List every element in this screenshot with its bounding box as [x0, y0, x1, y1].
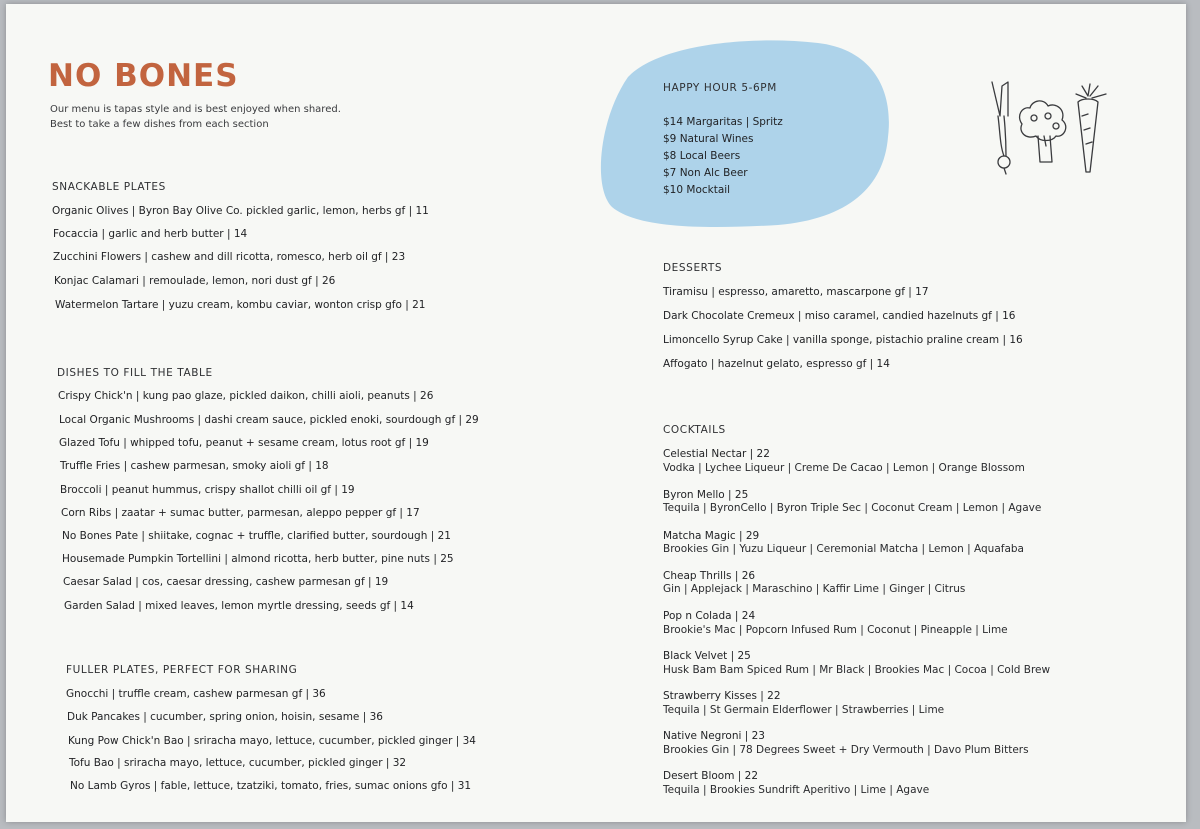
cocktail-ingredients: Husk Bam Bam Spiced Rum | Mr Black | Brookies Mac | Cocoa | Cold Brew [663, 664, 1051, 676]
cocktail-name: Byron Mello | 25 [663, 489, 749, 501]
happy-hour-line: $10 Mocktail [663, 184, 731, 196]
cocktail-name: Black Velvet | 25 [663, 650, 751, 662]
broccoli-icon [1020, 101, 1066, 162]
menu-item: Konjac Calamari | remoulade, lemon, nori dust gf | 26 [54, 275, 336, 287]
vegetables-illustration [978, 76, 1118, 176]
menu-item: Dark Chocolate Cremeux | miso caramel, candied hazelnuts gf | 16 [663, 310, 1016, 322]
cocktail-ingredients: Tequila | ByronCello | Byron Triple Sec | Coconut Cream | Lemon | Agave [663, 502, 1042, 514]
menu-item: No Bones Pate | shiitake, cognac + truffle, clarified butter, sourdough | 21 [62, 530, 451, 542]
menu-item: Focaccia | garlic and herb butter | 14 [53, 228, 248, 240]
menu-item: Watermelon Tartare | yuzu cream, kombu caviar, wonton crisp gfo | 21 [55, 299, 426, 311]
cocktail-name: Native Negroni | 23 [663, 730, 765, 742]
restaurant-logo: NO BONES [48, 58, 239, 94]
menu-item: No Lamb Gyros | fable, lettuce, tzatziki, tomato, fries, sumac onions gfo | 31 [70, 780, 472, 792]
menu-item: Truffle Fries | cashew parmesan, smoky aioli gf | 18 [60, 460, 329, 472]
menu-item: Kung Pow Chick'n Bao | sriracha mayo, lettuce, cucumber, pickled ginger | 34 [68, 735, 476, 747]
carrot-icon [1076, 84, 1106, 172]
intro-line: Best to take a few dishes from each section [50, 119, 269, 130]
cocktail-name: Matcha Magic | 29 [663, 530, 760, 542]
cocktail-name: Celestial Nectar | 22 [663, 448, 770, 460]
cocktail-ingredients: Vodka | Lychee Liqueur | Creme De Cacao | Lemon | Orange Blossom [663, 462, 1025, 474]
happy-hour-line: $9 Natural Wines [663, 133, 754, 145]
cocktail-ingredients: Tequila | St Germain Elderflower | Strawberries | Lime [663, 704, 945, 716]
menu-item: Zucchini Flowers | cashew and dill ricotta, romesco, herb oil gf | 23 [53, 251, 406, 263]
happy-hour-line: $14 Margaritas | Spritz [663, 116, 783, 128]
cocktail-ingredients: Tequila | Brookies Sundrift Aperitivo | Lime | Agave [663, 784, 930, 796]
happy-hour-line: $7 Non Alc Beer [663, 167, 748, 179]
menu-item: Duk Pancakes | cucumber, spring onion, hoisin, sesame | 36 [67, 711, 383, 723]
cocktail-name: Desert Bloom | 22 [663, 770, 759, 782]
menu-item: Caesar Salad | cos, caesar dressing, cashew parmesan gf | 19 [63, 576, 389, 588]
cocktail-ingredients: Brookie's Mac | Popcorn Infused Rum | Coconut | Pineapple | Lime [663, 624, 1008, 636]
menu-item: Tofu Bao | sriracha mayo, lettuce, cucumber, pickled ginger | 32 [69, 757, 407, 769]
menu-item: Housemade Pumpkin Tortellini | almond ricotta, herb butter, pine nuts | 25 [62, 553, 454, 565]
cocktail-name: Strawberry Kisses | 22 [663, 690, 781, 702]
menu-item: Garden Salad | mixed leaves, lemon myrtle dressing, seeds gf | 14 [64, 600, 414, 612]
section-heading-fill-table: DISHES TO FILL THE TABLE [57, 367, 213, 379]
menu-item: Limoncello Syrup Cake | vanilla sponge, pistachio praline cream | 16 [663, 334, 1023, 346]
intro-text [50, 102, 341, 132]
radish-icon [992, 82, 1010, 174]
menu-item: Corn Ribs | zaatar + sumac butter, parmesan, aleppo pepper gf | 17 [61, 507, 420, 519]
cocktail-ingredients: Brookies Gin | Yuzu Liqueur | Ceremonial Matcha | Lemon | Aquafaba [663, 543, 1024, 555]
section-heading-snackable: SNACKABLE PLATES [52, 181, 166, 193]
intro-line: Our menu is tapas style and is best enjoyed when shared. [50, 104, 341, 115]
menu-item: Glazed Tofu | whipped tofu, peanut + sesame cream, lotus root gf | 19 [59, 437, 429, 449]
cocktail-name: Cheap Thrills | 26 [663, 570, 756, 582]
menu-item: Affogato | hazelnut gelato, espresso gf | 14 [663, 358, 890, 370]
section-heading-fuller: FULLER PLATES, PERFECT FOR SHARING [66, 664, 298, 676]
cocktail-ingredients: Gin | Applejack | Maraschino | Kaffir Lime | Ginger | Citrus [663, 583, 966, 595]
happy-hour-title: HAPPY HOUR 5-6PM [663, 82, 777, 94]
happy-hour-line: $8 Local Beers [663, 150, 741, 162]
menu-item: Gnocchi | truffle cream, cashew parmesan gf | 36 [66, 688, 326, 700]
section-heading-cocktails: COCKTAILS [663, 424, 726, 436]
menu-item: Local Organic Mushrooms | dashi cream sauce, pickled enoki, sourdough gf | 29 [59, 414, 479, 426]
cocktail-name: Pop n Colada | 24 [663, 610, 756, 622]
menu-item: Organic Olives | Byron Bay Olive Co. pickled garlic, lemon, herbs gf | 11 [52, 205, 429, 217]
menu-item: Tiramisu | espresso, amaretto, mascarpone gf | 17 [663, 286, 929, 298]
menu-item: Crispy Chick'n | kung pao glaze, pickled daikon, chilli aioli, peanuts | 26 [58, 390, 434, 402]
menu-item: Broccoli | peanut hummus, crispy shallot chilli oil gf | 19 [60, 484, 355, 496]
cocktail-ingredients: Brookies Gin | 78 Degrees Sweet + Dry Vermouth | Davo Plum Bitters [663, 744, 1029, 756]
section-heading-desserts: DESSERTS [663, 262, 723, 274]
